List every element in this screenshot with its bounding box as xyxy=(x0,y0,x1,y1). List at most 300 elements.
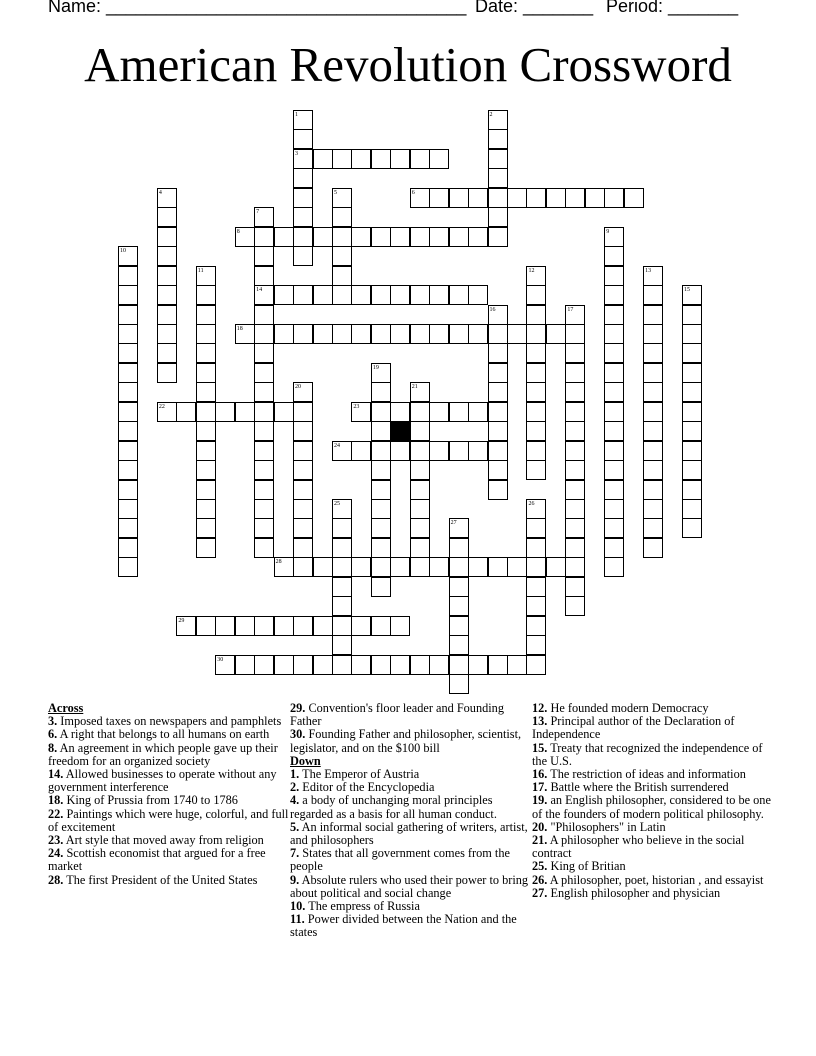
grid-cell[interactable] xyxy=(293,538,313,558)
grid-cell[interactable] xyxy=(643,441,663,461)
clue-number: 8. xyxy=(48,740,58,755)
grid-cell[interactable] xyxy=(526,421,546,441)
grid-cell[interactable] xyxy=(643,382,663,402)
grid-cell[interactable] xyxy=(643,480,663,500)
grid-cell[interactable] xyxy=(196,305,216,325)
grid-cell[interactable] xyxy=(254,382,274,402)
grid-cell[interactable] xyxy=(410,460,430,480)
grid-cell[interactable] xyxy=(488,227,508,247)
grid-cell[interactable] xyxy=(371,577,391,597)
grid-cell[interactable] xyxy=(293,441,313,461)
grid-cell[interactable] xyxy=(157,363,177,383)
grid-cell[interactable] xyxy=(371,382,391,402)
grid-cell[interactable] xyxy=(254,480,274,500)
grid-cell[interactable] xyxy=(429,324,449,344)
grid-cell[interactable] xyxy=(488,149,508,169)
grid-cell[interactable] xyxy=(235,402,255,422)
grid-cell[interactable] xyxy=(488,460,508,480)
grid-cell[interactable] xyxy=(546,557,566,577)
grid-cell[interactable] xyxy=(488,363,508,383)
grid-cell[interactable] xyxy=(449,557,469,577)
grid-cell[interactable] xyxy=(410,518,430,538)
grid-cell[interactable] xyxy=(293,129,313,149)
grid-cell[interactable] xyxy=(429,557,449,577)
grid-cell[interactable] xyxy=(526,363,546,383)
grid-cell[interactable] xyxy=(254,343,274,363)
grid-cell[interactable] xyxy=(118,538,138,558)
grid-cell[interactable] xyxy=(293,168,313,188)
grid-cell[interactable] xyxy=(449,616,469,636)
grid-cell[interactable] xyxy=(351,557,371,577)
grid-cell[interactable] xyxy=(604,285,624,305)
grid-cell[interactable] xyxy=(390,655,410,675)
grid-cell[interactable] xyxy=(682,441,702,461)
grid-cell[interactable] xyxy=(449,577,469,597)
grid-cell[interactable] xyxy=(196,460,216,480)
grid-cell[interactable] xyxy=(604,305,624,325)
grid-cell[interactable] xyxy=(565,402,585,422)
grid-cell[interactable] xyxy=(565,421,585,441)
grid-cell[interactable] xyxy=(643,538,663,558)
grid-cell[interactable] xyxy=(526,538,546,558)
grid-cell[interactable] xyxy=(410,227,430,247)
grid-cell[interactable] xyxy=(682,343,702,363)
grid-cell[interactable] xyxy=(604,246,624,266)
grid-cell[interactable] xyxy=(682,421,702,441)
grid-cell[interactable] xyxy=(643,324,663,344)
grid-cell[interactable] xyxy=(293,499,313,519)
grid-cell[interactable] xyxy=(215,402,235,422)
grid-cell[interactable] xyxy=(488,188,508,208)
grid-cell[interactable] xyxy=(293,421,313,441)
grid-cell[interactable] xyxy=(293,285,313,305)
grid-cell[interactable] xyxy=(371,616,391,636)
grid-cell[interactable] xyxy=(351,616,371,636)
grid-cell[interactable] xyxy=(604,382,624,402)
grid-cell[interactable] xyxy=(254,655,274,675)
grid-cell[interactable] xyxy=(390,285,410,305)
grid-cell[interactable] xyxy=(274,324,294,344)
grid-cell[interactable] xyxy=(604,518,624,538)
grid-cell[interactable] xyxy=(565,382,585,402)
grid-cell[interactable] xyxy=(410,655,430,675)
grid-cell[interactable] xyxy=(293,207,313,227)
grid-cell[interactable] xyxy=(604,538,624,558)
grid-cell[interactable] xyxy=(526,305,546,325)
grid-cell[interactable] xyxy=(643,305,663,325)
grid-cell[interactable] xyxy=(254,305,274,325)
grid-cell[interactable] xyxy=(526,188,546,208)
grid-cell[interactable] xyxy=(351,149,371,169)
grid-cell[interactable] xyxy=(371,655,391,675)
grid-cell[interactable] xyxy=(274,285,294,305)
grid-cell[interactable] xyxy=(254,499,274,519)
grid-cell[interactable] xyxy=(565,538,585,558)
grid-cell[interactable] xyxy=(429,227,449,247)
grid-cell[interactable] xyxy=(196,499,216,519)
grid-cell[interactable] xyxy=(274,227,294,247)
grid-cell[interactable] xyxy=(410,324,430,344)
grid-cell[interactable] xyxy=(157,285,177,305)
grid-cell[interactable] xyxy=(157,266,177,286)
grid-cell[interactable] xyxy=(196,518,216,538)
grid-cell[interactable] xyxy=(332,285,352,305)
grid-cell[interactable] xyxy=(332,246,352,266)
grid-cell[interactable] xyxy=(488,480,508,500)
grid-cell[interactable] xyxy=(332,557,352,577)
grid-cell[interactable] xyxy=(507,188,527,208)
grid-cell[interactable] xyxy=(196,324,216,344)
grid-cell[interactable] xyxy=(682,480,702,500)
grid-cell[interactable] xyxy=(313,285,333,305)
grid-cell[interactable] xyxy=(488,441,508,461)
grid-cell[interactable] xyxy=(624,188,644,208)
grid-cell[interactable] xyxy=(449,538,469,558)
grid-cell[interactable] xyxy=(313,227,333,247)
grid-cell[interactable] xyxy=(254,518,274,538)
grid-cell[interactable] xyxy=(118,305,138,325)
grid-cell[interactable] xyxy=(332,227,352,247)
grid-cell[interactable] xyxy=(604,480,624,500)
grid-cell[interactable] xyxy=(468,324,488,344)
grid-cell[interactable] xyxy=(682,460,702,480)
grid-cell[interactable] xyxy=(643,363,663,383)
grid-cell[interactable] xyxy=(215,616,235,636)
grid-cell[interactable] xyxy=(274,616,294,636)
grid-cell[interactable] xyxy=(371,557,391,577)
grid-cell[interactable] xyxy=(390,402,410,422)
grid-cell[interactable] xyxy=(565,324,585,344)
grid-cell[interactable] xyxy=(235,616,255,636)
grid-cell[interactable] xyxy=(176,402,196,422)
grid-cell[interactable] xyxy=(254,402,274,422)
grid-cell[interactable] xyxy=(410,402,430,422)
grid-cell[interactable] xyxy=(332,616,352,636)
grid-cell[interactable] xyxy=(293,188,313,208)
grid-cell[interactable] xyxy=(526,655,546,675)
grid-cell[interactable] xyxy=(118,382,138,402)
grid-cell[interactable] xyxy=(371,421,391,441)
grid-cell[interactable] xyxy=(429,149,449,169)
grid-cell[interactable] xyxy=(293,557,313,577)
grid-cell[interactable] xyxy=(604,499,624,519)
grid-cell[interactable] xyxy=(390,227,410,247)
grid-cell[interactable] xyxy=(118,441,138,461)
grid-cell[interactable] xyxy=(565,460,585,480)
grid-cell[interactable] xyxy=(157,343,177,363)
grid-cell[interactable] xyxy=(604,421,624,441)
grid-cell[interactable] xyxy=(254,324,274,344)
grid-cell[interactable] xyxy=(604,402,624,422)
grid-cell[interactable] xyxy=(643,421,663,441)
grid-cell[interactable] xyxy=(488,129,508,149)
grid-cell[interactable] xyxy=(410,149,430,169)
grid-cell[interactable] xyxy=(565,441,585,461)
grid-cell[interactable] xyxy=(410,441,430,461)
grid-cell[interactable] xyxy=(332,149,352,169)
grid-cell[interactable] xyxy=(565,577,585,597)
grid-cell[interactable] xyxy=(488,421,508,441)
grid-cell[interactable] xyxy=(643,285,663,305)
grid-cell[interactable] xyxy=(682,324,702,344)
grid-cell[interactable] xyxy=(429,285,449,305)
grid-cell[interactable] xyxy=(254,266,274,286)
grid-cell[interactable] xyxy=(118,343,138,363)
grid-cell[interactable] xyxy=(293,518,313,538)
grid-cell[interactable] xyxy=(565,596,585,616)
grid-cell[interactable] xyxy=(157,324,177,344)
grid-cell[interactable] xyxy=(468,441,488,461)
grid-cell[interactable] xyxy=(565,557,585,577)
grid-cell[interactable] xyxy=(449,635,469,655)
grid-cell[interactable] xyxy=(332,518,352,538)
grid-cell[interactable] xyxy=(682,382,702,402)
date-field[interactable]: Date: _______ xyxy=(475,0,594,16)
grid-cell[interactable] xyxy=(196,382,216,402)
grid-cell[interactable] xyxy=(313,324,333,344)
grid-cell[interactable] xyxy=(565,363,585,383)
grid-cell[interactable] xyxy=(332,655,352,675)
grid-cell[interactable] xyxy=(196,616,216,636)
grid-cell[interactable] xyxy=(254,538,274,558)
period-field[interactable]: Period: _______ xyxy=(606,0,739,16)
clue-text: A philosopher who believe in the social contract xyxy=(532,833,745,861)
grid-cell[interactable] xyxy=(157,207,177,227)
grid-cell[interactable] xyxy=(332,577,352,597)
grid-cell[interactable] xyxy=(118,518,138,538)
grid-cell[interactable] xyxy=(604,324,624,344)
grid-cell[interactable] xyxy=(196,538,216,558)
grid-cell[interactable] xyxy=(118,285,138,305)
grid-cell[interactable] xyxy=(604,343,624,363)
grid-cell[interactable] xyxy=(488,402,508,422)
grid-cell[interactable] xyxy=(488,343,508,363)
grid-cell[interactable] xyxy=(526,460,546,480)
grid-cell[interactable] xyxy=(118,402,138,422)
grid-cell[interactable] xyxy=(196,343,216,363)
grid-cell[interactable] xyxy=(293,402,313,422)
grid-cell[interactable] xyxy=(449,674,469,694)
grid-cell[interactable] xyxy=(604,188,624,208)
grid-cell[interactable] xyxy=(468,557,488,577)
grid-cell[interactable] xyxy=(254,616,274,636)
grid-cell[interactable] xyxy=(488,382,508,402)
grid-cell[interactable] xyxy=(449,441,469,461)
grid-cell[interactable] xyxy=(410,557,430,577)
grid-cell[interactable] xyxy=(293,227,313,247)
grid-cell[interactable] xyxy=(604,557,624,577)
grid-cell[interactable] xyxy=(643,402,663,422)
grid-cell[interactable] xyxy=(254,421,274,441)
grid-cell[interactable] xyxy=(565,518,585,538)
grid-cell[interactable] xyxy=(488,324,508,344)
grid-cell[interactable] xyxy=(526,402,546,422)
grid-cell[interactable] xyxy=(565,188,585,208)
grid-cell[interactable] xyxy=(293,460,313,480)
grid-cell[interactable] xyxy=(585,188,605,208)
grid-cell[interactable] xyxy=(488,168,508,188)
grid-cell[interactable] xyxy=(604,363,624,383)
grid-cell[interactable] xyxy=(118,363,138,383)
grid-cell[interactable] xyxy=(371,285,391,305)
grid-cell[interactable] xyxy=(118,421,138,441)
grid-cell[interactable] xyxy=(332,596,352,616)
grid-cell[interactable] xyxy=(390,149,410,169)
grid-cell[interactable] xyxy=(371,227,391,247)
grid-cell[interactable] xyxy=(682,363,702,383)
grid-cell[interactable] xyxy=(526,382,546,402)
grid-cell[interactable] xyxy=(390,441,410,461)
grid-cell[interactable] xyxy=(332,324,352,344)
grid-cell[interactable] xyxy=(118,266,138,286)
grid-cell[interactable] xyxy=(313,557,333,577)
grid-cell[interactable] xyxy=(332,635,352,655)
grid-cell[interactable] xyxy=(118,324,138,344)
grid-cell[interactable] xyxy=(429,402,449,422)
grid-cell[interactable] xyxy=(468,655,488,675)
grid-cell[interactable] xyxy=(682,499,702,519)
grid-cell[interactable] xyxy=(313,655,333,675)
grid-cell[interactable] xyxy=(682,518,702,538)
grid-cell[interactable] xyxy=(429,441,449,461)
grid-cell[interactable] xyxy=(488,207,508,227)
grid-cell[interactable] xyxy=(565,343,585,363)
grid-cell[interactable] xyxy=(643,518,663,538)
grid-cell[interactable] xyxy=(254,460,274,480)
grid-cell[interactable] xyxy=(118,499,138,519)
grid-cell[interactable] xyxy=(526,635,546,655)
grid-cell[interactable] xyxy=(468,227,488,247)
grid-cell[interactable] xyxy=(429,188,449,208)
grid-cell[interactable] xyxy=(507,655,527,675)
grid-cell[interactable] xyxy=(468,285,488,305)
grid-cell[interactable] xyxy=(254,363,274,383)
grid-cell[interactable] xyxy=(196,285,216,305)
grid-cell[interactable] xyxy=(468,188,488,208)
grid-cell[interactable] xyxy=(390,324,410,344)
name-field[interactable]: Name: ____________________________________ xyxy=(48,0,467,16)
grid-cell[interactable] xyxy=(410,538,430,558)
grid-cell[interactable] xyxy=(449,655,469,675)
grid-cell[interactable] xyxy=(390,616,410,636)
grid-cell[interactable] xyxy=(643,343,663,363)
grid-cell[interactable] xyxy=(332,266,352,286)
grid-cell[interactable] xyxy=(429,655,449,675)
grid-cell[interactable] xyxy=(196,441,216,461)
grid-cell[interactable] xyxy=(351,324,371,344)
grid-cell[interactable] xyxy=(118,480,138,500)
grid-cell[interactable] xyxy=(293,324,313,344)
grid-cell[interactable] xyxy=(293,655,313,675)
grid-cell[interactable] xyxy=(371,538,391,558)
grid-cell[interactable] xyxy=(643,460,663,480)
grid-cell[interactable] xyxy=(682,305,702,325)
grid-cell[interactable] xyxy=(157,305,177,325)
grid-cell[interactable] xyxy=(157,227,177,247)
grid-cell[interactable] xyxy=(565,499,585,519)
grid-cell[interactable] xyxy=(410,421,430,441)
grid-cell[interactable] xyxy=(274,402,294,422)
grid-cell[interactable] xyxy=(526,441,546,461)
grid-cell[interactable] xyxy=(157,246,177,266)
grid-cell[interactable] xyxy=(526,285,546,305)
grid-cell[interactable] xyxy=(293,246,313,266)
grid-cell[interactable] xyxy=(118,460,138,480)
grid-cell[interactable] xyxy=(449,596,469,616)
grid-cell[interactable] xyxy=(449,188,469,208)
grid-cell[interactable] xyxy=(371,480,391,500)
grid-cell[interactable] xyxy=(196,421,216,441)
grid-cell[interactable] xyxy=(351,285,371,305)
grid-cell[interactable] xyxy=(449,227,469,247)
grid-cell[interactable] xyxy=(371,518,391,538)
grid-cell[interactable] xyxy=(351,441,371,461)
grid-cell[interactable] xyxy=(118,557,138,577)
grid-cell[interactable] xyxy=(313,616,333,636)
grid-cell[interactable] xyxy=(410,285,430,305)
grid-cell[interactable] xyxy=(604,266,624,286)
grid-cell[interactable] xyxy=(371,499,391,519)
grid-cell[interactable] xyxy=(643,499,663,519)
grid-cell[interactable] xyxy=(449,324,469,344)
grid-cell[interactable] xyxy=(682,402,702,422)
grid-cell[interactable] xyxy=(293,616,313,636)
grid-cell[interactable] xyxy=(332,207,352,227)
grid-cell[interactable] xyxy=(468,402,488,422)
grid-cell[interactable] xyxy=(293,480,313,500)
grid-cell[interactable] xyxy=(196,480,216,500)
grid-cell[interactable] xyxy=(196,402,216,422)
grid-cell[interactable] xyxy=(604,441,624,461)
grid-cell[interactable] xyxy=(254,441,274,461)
grid-cell[interactable] xyxy=(526,596,546,616)
grid-cell[interactable] xyxy=(332,538,352,558)
grid-cell[interactable] xyxy=(507,324,527,344)
grid-cell[interactable] xyxy=(449,285,469,305)
grid-cell[interactable] xyxy=(604,460,624,480)
grid-cell[interactable] xyxy=(488,655,508,675)
grid-cell[interactable] xyxy=(488,557,508,577)
grid-cell[interactable] xyxy=(371,441,391,461)
grid-cell[interactable] xyxy=(526,343,546,363)
grid-cell[interactable] xyxy=(410,499,430,519)
grid-cell[interactable] xyxy=(449,402,469,422)
grid-cell[interactable] xyxy=(235,655,255,675)
grid-cell[interactable] xyxy=(371,460,391,480)
grid-cell[interactable] xyxy=(371,149,391,169)
grid-cell[interactable] xyxy=(274,655,294,675)
grid-cell[interactable] xyxy=(507,557,527,577)
grid-cell[interactable] xyxy=(410,480,430,500)
grid-cell[interactable] xyxy=(526,616,546,636)
grid-cell[interactable] xyxy=(254,227,274,247)
grid-cell[interactable] xyxy=(390,557,410,577)
grid-cell[interactable] xyxy=(546,188,566,208)
grid-cell[interactable] xyxy=(351,227,371,247)
grid-cell[interactable] xyxy=(526,518,546,538)
grid-cell[interactable] xyxy=(526,577,546,597)
grid-cell[interactable] xyxy=(546,324,566,344)
grid-cell[interactable] xyxy=(371,324,391,344)
grid-cell[interactable] xyxy=(196,363,216,383)
grid-cell[interactable] xyxy=(254,246,274,266)
grid-cell[interactable] xyxy=(351,655,371,675)
grid-cell[interactable] xyxy=(526,324,546,344)
grid-cell[interactable] xyxy=(565,480,585,500)
grid-cell[interactable] xyxy=(371,402,391,422)
grid-cell[interactable] xyxy=(313,149,333,169)
grid-cell[interactable] xyxy=(526,557,546,577)
